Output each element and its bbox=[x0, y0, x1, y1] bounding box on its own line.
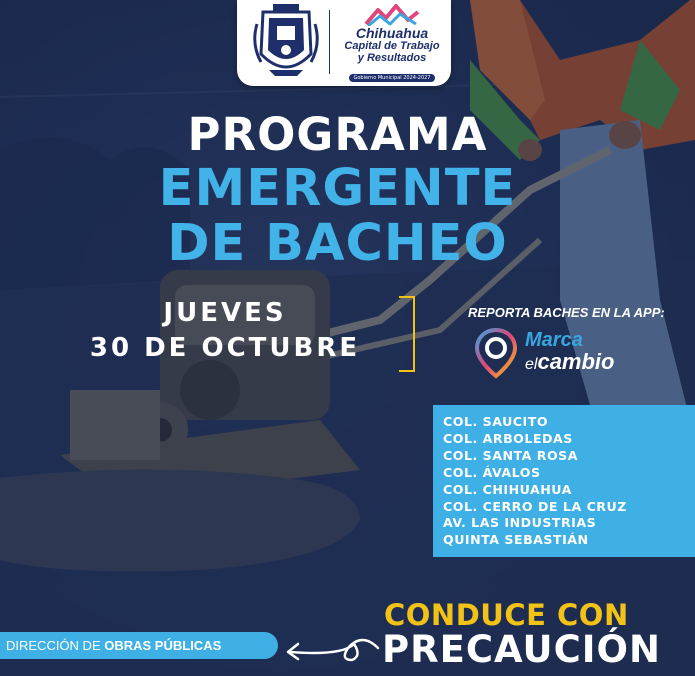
colonia-item: COL. ARBOLEDAS bbox=[443, 430, 573, 446]
title-line2: EMERGENTE bbox=[158, 159, 517, 218]
brand-badge: Gobierno Municipal 2024-2027 bbox=[349, 74, 434, 82]
schedule-date-text: 30 DE OCTUBRE bbox=[89, 333, 361, 363]
logo-divider bbox=[329, 10, 330, 74]
direccion-label bbox=[0, 632, 278, 659]
schedule-day: JUEVES bbox=[163, 298, 287, 328]
colonia-item: AV. LAS INDUSTRIAS bbox=[443, 515, 597, 531]
title-line3: DE BACHEO bbox=[167, 214, 508, 273]
arrow-left-icon bbox=[282, 626, 382, 672]
app-name-bottom bbox=[525, 349, 614, 375]
colonia-item: COL. SANTA ROSA bbox=[443, 447, 578, 463]
app-name-main: cambio bbox=[537, 349, 615, 374]
colonia-item: COL. CHIHUAHUA bbox=[443, 481, 572, 497]
app-logo-marca-el-cambio[interactable] bbox=[473, 327, 643, 379]
direccion-bold: OBRAS PÚBLICAS bbox=[104, 638, 222, 653]
cta-line2: PRECAUCIÓN bbox=[382, 628, 661, 671]
schedule-date bbox=[60, 296, 390, 366]
coat-of-arms-logo bbox=[251, 4, 321, 80]
colonia-item: QUINTA SEBASTIÁN bbox=[443, 532, 589, 548]
report-label: REPORTA BACHES EN LA APP: bbox=[468, 305, 665, 320]
logo-card bbox=[237, 0, 451, 86]
colonia-item: COL. CERRO DE LA CRUZ bbox=[443, 498, 627, 514]
colonia-item: COL. ÁVALOS bbox=[443, 464, 541, 480]
location-pin-icon bbox=[473, 327, 519, 379]
app-name-prefix: el bbox=[525, 356, 538, 373]
colonias-list bbox=[433, 405, 695, 557]
app-name-top: Marca bbox=[525, 329, 583, 351]
colonia-item: COL. SAUCITO bbox=[443, 414, 549, 429]
direccion-prefix: DIRECCIÓN DE bbox=[6, 638, 101, 653]
yellow-bracket-divider bbox=[399, 296, 415, 372]
brand-line1: Chihuahua bbox=[355, 25, 429, 41]
mountains-icon bbox=[364, 4, 420, 26]
cta-line1: CONDUCE CON bbox=[384, 598, 629, 632]
brand-line2: Capital de Trabajo bbox=[344, 40, 440, 52]
city-brand-logo bbox=[337, 4, 447, 82]
brand-line3: y Resultados bbox=[357, 52, 427, 64]
title-line1: PROGRAMA bbox=[187, 108, 488, 161]
